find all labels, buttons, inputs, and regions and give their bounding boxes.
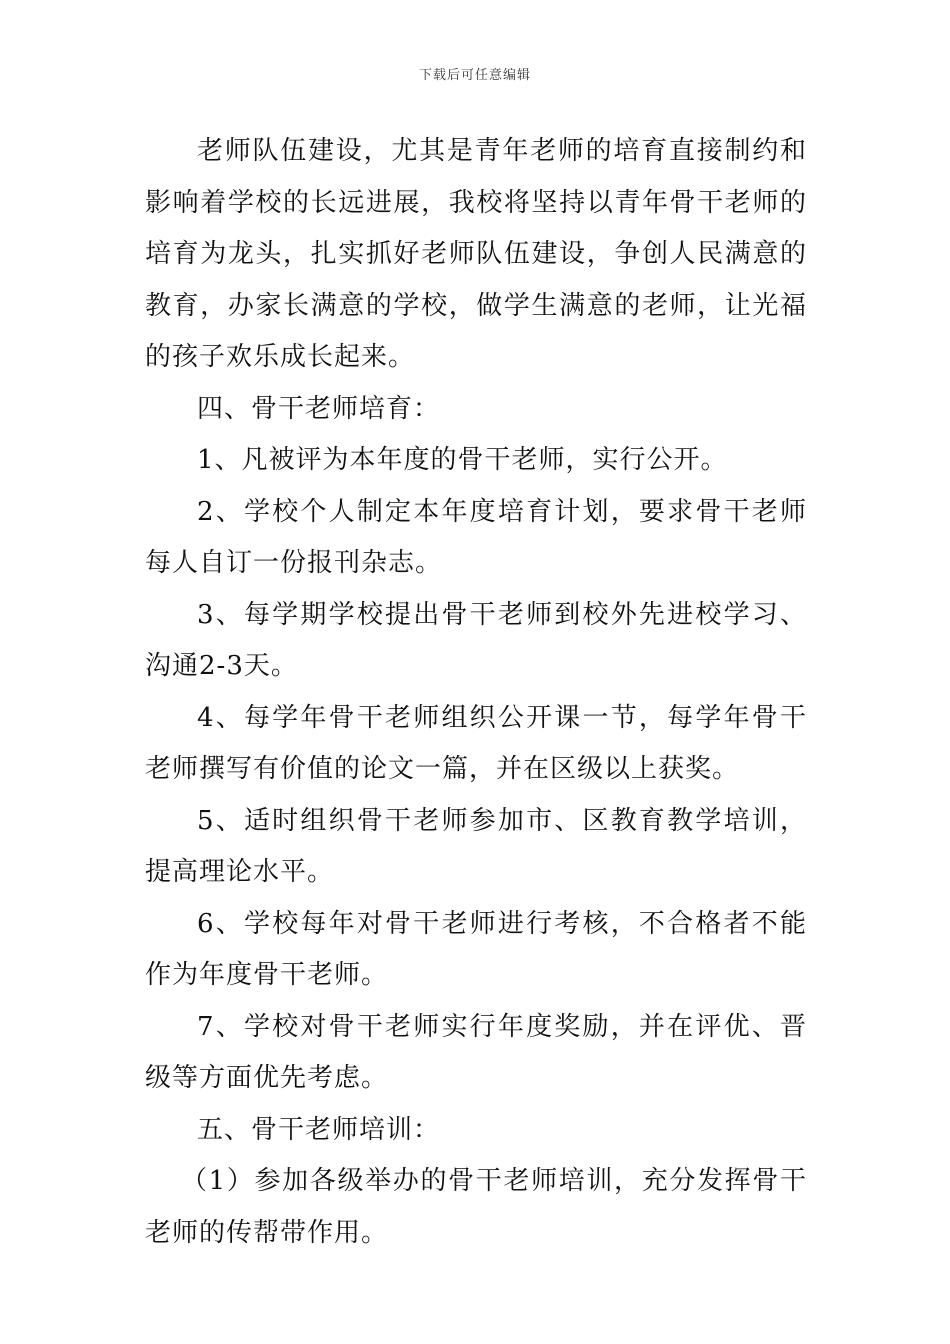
section-heading-4: 四、骨干老师培育： xyxy=(197,393,441,424)
list-item-6: 6、学校每年对骨干老师进行考核，不合格者不能作为年度骨干老师。 xyxy=(145,908,807,990)
list-item-1: 1、凡被评为本年度的骨干老师，实行公开。 xyxy=(197,445,728,475)
section-heading-5: 五、骨干老师培训： xyxy=(197,1114,441,1145)
list-item-3: 3、每学期学校提出骨干老师到校外先进校学习、沟通2-3天。 xyxy=(145,599,807,681)
document-body xyxy=(145,126,807,1259)
list-item-2: 2、学校个人制定本年度培育计划，要求骨干老师每人自订一份报刊杂志。 xyxy=(145,496,807,578)
training-item-1: （1）参加各级举办的骨干老师培训，充分发挥骨干老师的传帮带作用。 xyxy=(145,1166,807,1248)
list-item-4: 4、每学年骨干老师组织公开课一节，每学年骨干老师撰写有价值的论文一篇，并在区级以上获奖。 xyxy=(145,702,807,784)
list-item-5: 5、适时组织骨干老师参加市、区教育教学培训，提高理论水平。 xyxy=(145,805,807,887)
list-item-7: 7、学校对骨干老师实行年度奖励，并在评优、晋级等方面优先考虑。 xyxy=(145,1011,807,1093)
page-header: 下载后可任意编辑 xyxy=(418,68,531,83)
paragraph-intro: 老师队伍建设，尤其是青年老师的培育直接制约和影响着学校的长远进展，我校将坚持以青年骨干老师的培育为龙头，扎实抓好老师队伍建设，争创人民满意的教育，办家长满意的学校，做学生满意的老师，让光福的孩子欢乐成长起来。 xyxy=(145,136,807,372)
